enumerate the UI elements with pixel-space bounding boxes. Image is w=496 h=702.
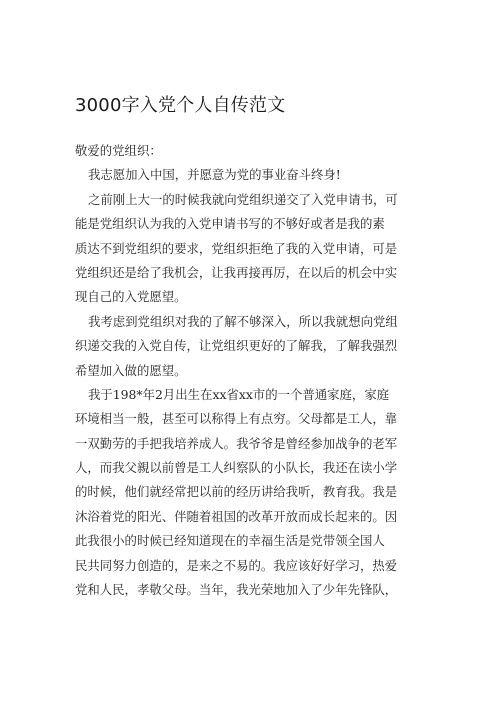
paragraph-line: 环境相当一般，甚至可以称得上有点穷。父母都是工人，靠 [75,411,398,427]
paragraph-line: 能是党组织认为我的入党申请书写的不够好或者是我的素 [75,216,385,232]
paragraph-line: 党和人民，孝敬父母。当年，我光荣地加入了少年先锋队， [75,582,398,598]
salutation-line: 敬爱的党组织： [75,143,162,158]
paragraph-line: 织递交我的入党自传，让党组织更好的了解我，了解我强烈 [75,338,398,354]
paragraph-line: 的时候，他们就经常把以前的经历讲给我听，教育我。我是 [75,484,398,500]
document-title: 3000字入党个人自传范文 [75,95,286,116]
paragraph-line: 沐浴着党的阳光、伴随着祖国的改革开放而成长起来的。因 [75,508,398,524]
paragraph-line: 我于198*年2月出生在xx省xx市的一个普通家庭，家庭 [88,386,390,402]
paragraph-line: 此我很小的时候已经知道现在的幸福生活是党带领全国人 [75,533,385,549]
paragraph-line: 希望加入做的愿望。 [75,362,187,378]
document-body [75,139,435,602]
paragraph-line: 人，而我父親以前曾是工人纠察队的小队长，我还在读小学 [75,460,398,476]
paragraph-line: 一双勤劳的手把我培养成人。我爷爷是曾经参加战争的老军 [75,435,398,451]
paragraph-line: 党组织还是给了我机会，让我再接再厉，在以后的机会中实 [75,264,398,280]
paragraph-line: 之前刚上大一的时候我就向党组织递交了入党申请书，可 [88,191,398,207]
paragraph-line: 我志愿加入中国，并愿意为党的事业奋斗终身! [88,167,341,183]
paragraph-line: 民共同努力创造的，是来之不易的。我应该好好学习，热爱 [75,557,398,573]
paragraph-line: 我考虑到党组织对我的了解不够深入，所以我就想向党组 [88,313,398,329]
paragraph-line: 质达不到党组织的要求，党组织拒绝了我的入党申请，可是 [75,240,398,256]
paragraph-line: 现自己的入党愿望。 [75,289,187,305]
